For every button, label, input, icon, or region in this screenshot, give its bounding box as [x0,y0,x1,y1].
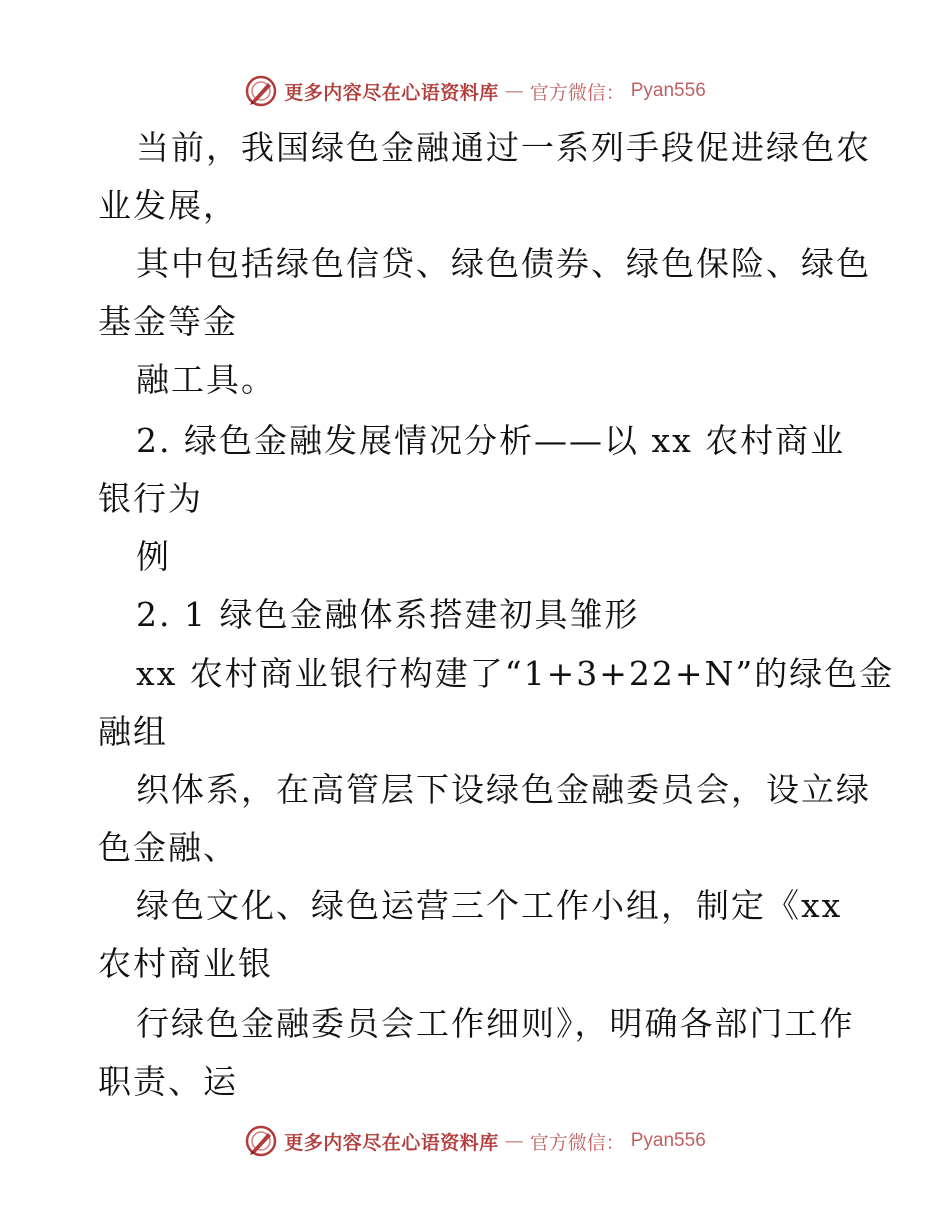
footer-banner [0,1121,950,1161]
footer-banner-text: 更多内容尽在心语资料库 [284,1131,499,1154]
pen-logo-icon [244,1124,278,1158]
header-banner-text: 更多内容尽在心语资料库 [284,81,499,104]
section-heading: 2. 绿色金融发展情况分析——以 xx 农村商业 [136,421,846,460]
body-line: 绿色文化、绿色运营三个工作小组，制定《xx [136,886,843,925]
body-line: 其中包括绿色信贷、绿色债券、绿色保险、绿色 [136,244,871,283]
body-line: xx 农村商业银行构建了“1+3+22+N”的绿色金 [136,654,895,693]
footer-wechat-label: 官方微信： [529,1131,625,1154]
header-wechat-id: Pyan556 [630,80,706,101]
body-line: 基金等金 [98,302,238,341]
body-line: 当前，我国绿色金融通过一系列手段促进绿色农 [136,128,871,167]
body-line: 融组 [98,712,168,751]
body-line: 行绿色金融委员会工作细则》，明确各部门工作 [136,1004,855,1043]
footer-wechat-id: Pyan556 [630,1130,706,1151]
body-line: 业发展， [98,186,238,225]
section-heading-cont: 银行为 [98,479,203,518]
header-banner-separator: — [504,80,524,102]
header-wechat-label: 官方微信： [529,81,625,104]
body-line: 职责、运 [98,1062,238,1101]
section-heading-cont: 例 [136,537,171,576]
body-line: 织体系，在高管层下设绿色金融委员会，设立绿 [136,770,871,809]
body-line: 色金融、 [98,828,238,867]
body-line: 农村商业银 [98,944,273,983]
body-line: 融工具。 [136,360,276,399]
footer-banner-separator: — [504,1130,524,1152]
subsection-heading: 2. 1 绿色金融体系搭建初具雏形 [136,595,640,634]
